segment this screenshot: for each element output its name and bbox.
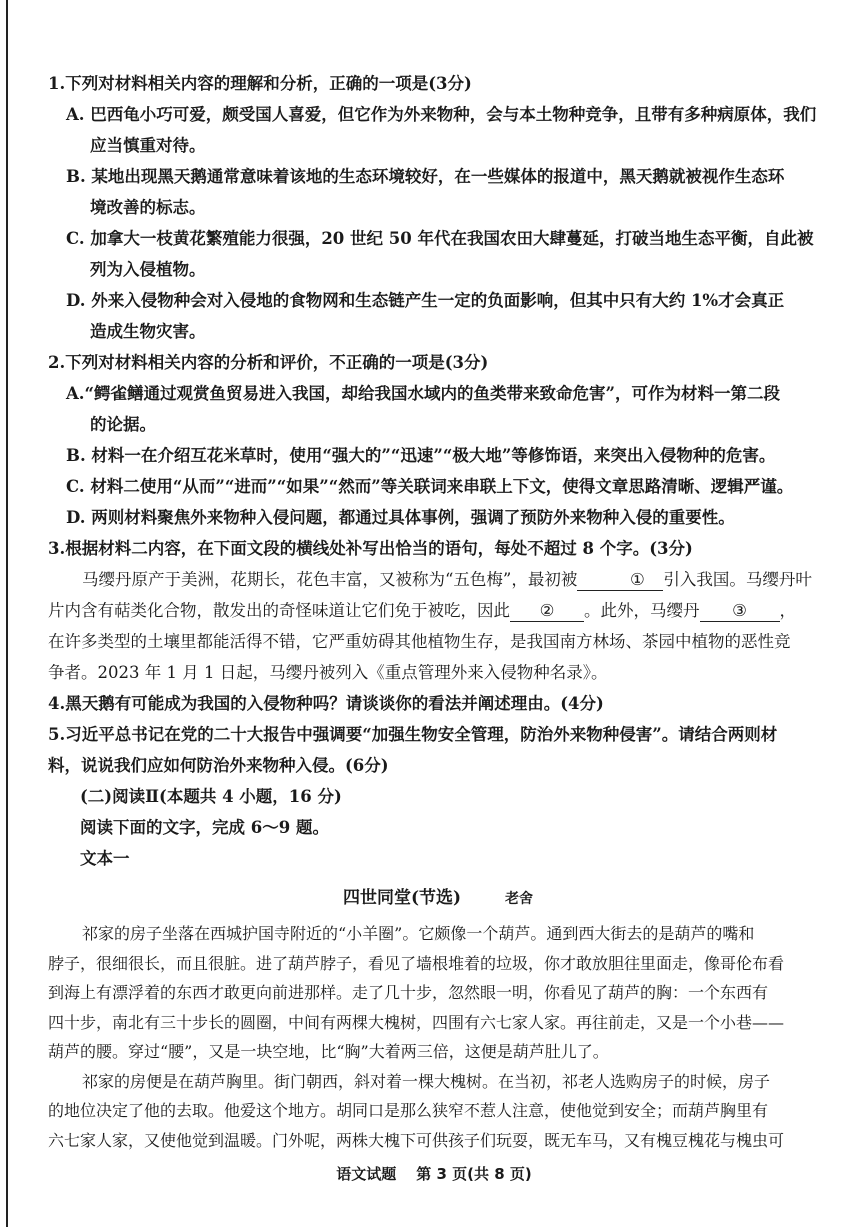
fill-blank-3[interactable]: ③ [700, 601, 780, 622]
question-2-stem: 2.下列对材料相关内容的分析和评价，不正确的一项是(3分) [48, 353, 489, 372]
question-1-option-b: B. 某地出现黑天鹅通常意味着该地的生态环境较好，在一些媒体的报道中，黑天鹅就被视作生态环 [66, 167, 785, 186]
question-1-stem: 1.下列对材料相关内容的理解和分析，正确的一项是(3分) [48, 74, 472, 93]
fill-blank-1[interactable]: ① [577, 570, 663, 591]
question-2-option-c: C. 材料二使用“从而”“进而”“如果”“然而”等关联词来串联上下文，使得文章思路清晰、逻辑严谨。 [66, 477, 794, 496]
passage-line: 的地位决定了他的去取。他爱这个地方。胡同口是那么狭窄不惹人注意，使他觉到安全；而葫芦胸里有 [48, 1101, 769, 1120]
passage-line: 脖子，很细很长，而且很脏。进了葫芦脖子，看见了墙根堆着的垃圾，你才敢放胆往里面走，像哥伦布看 [48, 953, 785, 973]
passage-text: ， [779, 601, 796, 620]
question-1-option-a-cont: 应当慎重对待。 [90, 136, 206, 155]
passage-line: 祁家的房子坐落在西城护国寺附近的“小羊圈”。它颇像一个葫芦。通到西大街去的是葫芦的嘴和 [82, 924, 755, 943]
question-1-option-c: C. 加拿大一枝黄花繁殖能力很强，20 世纪 50 年代在我国农田大肆蔓延，打破当地生态平衡，自此被 [66, 229, 814, 248]
passage-line: 葫芦的腰。穿过“腰”，又是一块空地，比“胸”大着两三倍，这便是葫芦肚儿了。 [48, 1042, 609, 1061]
question-1-option-d: D. 外来入侵物种会对入侵地的食物网和生态链产生一定的负面影响，但其中只有大约 1%才会真正 [66, 291, 785, 310]
passage-title: 四世同堂(节选) [342, 888, 462, 908]
exam-page-content [48, 68, 828, 1155]
page-footer [0, 1163, 868, 1184]
question-4-stem: 4.黑天鹅有可能成为我国的入侵物种吗？请谈谈你的看法并阐述理由。(4分) [48, 694, 604, 713]
footer-page-number: 第 3 页(共 8 页) [416, 1165, 532, 1183]
question-3-passage-line-3: 在许多类型的土壤里都能活得不错，它严重妨碍其他植物生存，是我国南方林场、茶园中植物的恶性竞 [48, 632, 791, 651]
footer-subject: 语文试题 [336, 1165, 397, 1183]
fill-blank-2[interactable]: ② [510, 601, 584, 622]
question-2-option-a-cont: 的论据。 [90, 415, 156, 434]
passage-line: 祁家的房便是在葫芦胸里。街门朝西，斜对着一棵大槐树。在当初，祁老人选购房子的时候，房子 [82, 1071, 771, 1091]
question-3-stem: 3.根据材料二内容，在下面文段的横线处补写出恰当的语句，每处不超过 8 个字。(3分) [48, 539, 693, 558]
question-2-option-b: B. 材料一在介绍互花米草时，使用“强大的”“迅速”“极大地”等修饰语，来突出入侵物种的危害。 [66, 446, 776, 465]
question-5-stem-cont: 料，说说我们应如何防治外来物种入侵。(6分) [48, 756, 389, 775]
passage-title-row [48, 878, 828, 919]
question-3-passage-line-4: 争者。2023 年 1 月 1 日起，马缨丹被列入《重点管理外来入侵物种名录》。 [48, 663, 608, 682]
passage-line: 四十步，南北有三十步长的圆圈，中间有两棵大槐树，四围有六七家人家。再往前走，又是一个小巷—— [48, 1012, 785, 1032]
passage-text: 马缨丹原产于美洲，花期长，花色丰富，又被称为“五色梅”，最初被 [82, 570, 578, 589]
passage-line: 到海上有漂浮着的东西才敢更向前进那样。走了几十步，忽然眼一明，你看见了葫芦的胸：一个东西有 [48, 983, 769, 1002]
passage-text: 。此外，马缨丹 [584, 601, 700, 620]
section-2-instruction: 阅读下面的文字，完成 6～9 题。 [80, 818, 329, 837]
page-left-border [6, 0, 8, 1227]
question-5-stem: 5.习近平总书记在党的二十大报告中强调要“加强生物安全管理，防治外来物种侵害”。请结合两则材 [48, 725, 778, 744]
question-1-option-a: A. 巴西龟小巧可爱，颇受国人喜爱，但它作为外来物种，会与本土物种竞争，且带有多种病原体，我们 [66, 105, 817, 124]
passage-author: 老舍 [505, 891, 534, 907]
passage-text: 片内含有萜类化合物，散发出的奇怪味道让它们免于被吃，因此 [48, 601, 510, 620]
question-2-option-a: A.“鳄雀鳝通过观赏鱼贸易进入我国，却给我国水域内的鱼类带来致命危害”，可作为材料一第二段 [66, 384, 781, 403]
question-1-option-b-cont: 境改善的标志。 [90, 198, 206, 217]
question-2-option-d: D. 两则材料聚焦外来物种入侵问题，都通过具体事例，强调了预防外来物种入侵的重要性。 [66, 508, 735, 527]
passage-body [48, 919, 828, 1155]
section-2-header: (二)阅读Ⅱ(本题共 4 小题，16 分) [80, 787, 342, 806]
question-1-option-c-cont: 列为入侵植物。 [90, 260, 206, 279]
passage-line: 六七家人家，又使他觉到温暖。门外呢，两株大槐下可供孩子们玩耍，既无车马，又有槐豆槐花与槐虫可 [48, 1130, 785, 1150]
passage-text: 引入我国。马缨丹叶 [663, 570, 812, 589]
question-3-passage-line-2 [48, 595, 828, 626]
question-1-option-d-cont: 造成生物灾害。 [90, 322, 206, 341]
text-one-label: 文本一 [80, 849, 130, 868]
question-3-passage-line-1 [48, 564, 828, 595]
